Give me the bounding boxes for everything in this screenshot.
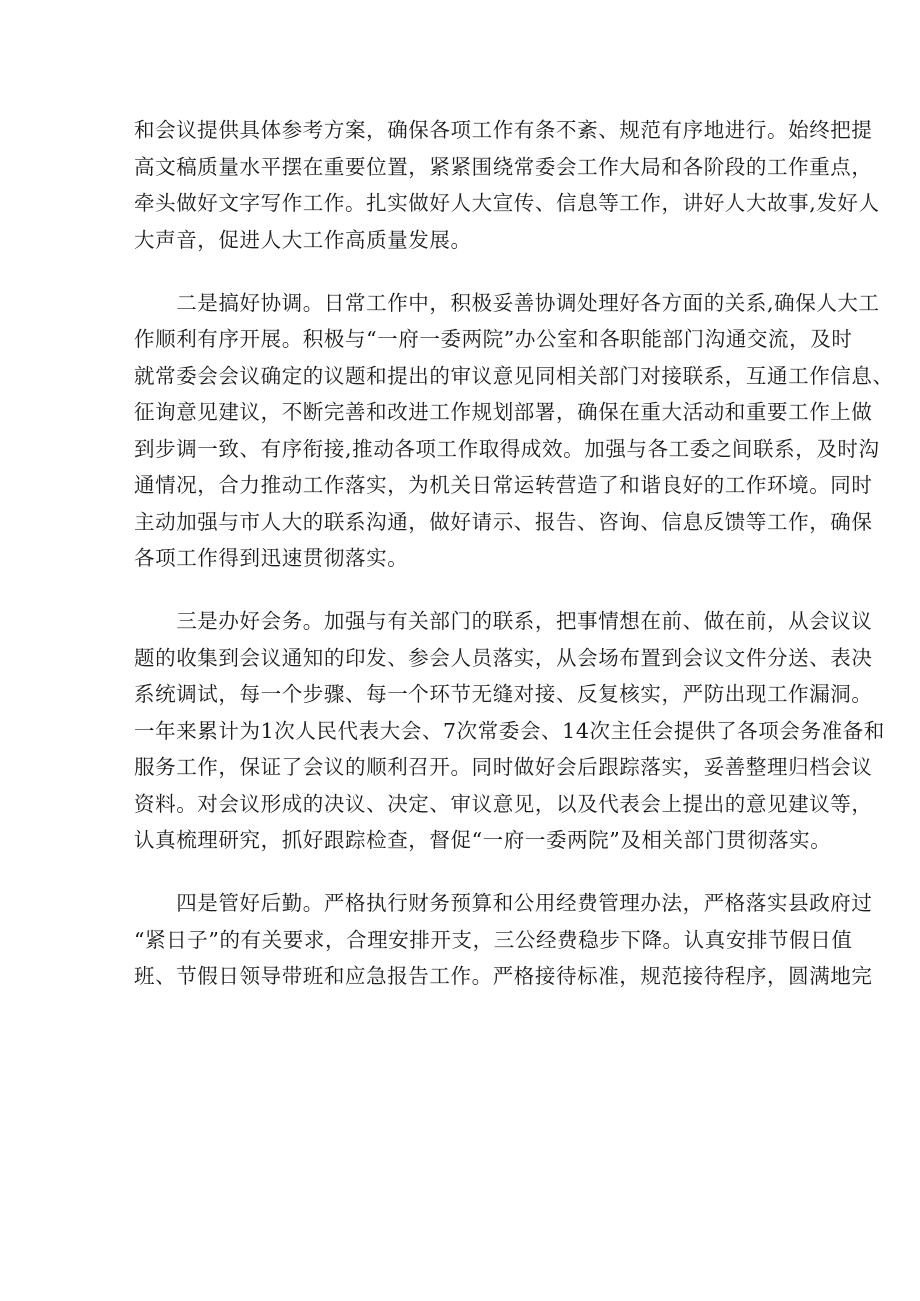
paragraph-line: “紧日子”的有关要求，合理安排开支，三公经费稳步下降。认真安排节假日值 xyxy=(134,927,853,952)
paragraph-line: 大声音，促进人大工作高质量发展。 xyxy=(134,227,472,252)
paragraph-1 xyxy=(134,112,880,258)
paragraph-line: 主动加强与市人大的联系沟通，做好请示、报告、咨询、信息反馈等工作，确保 xyxy=(134,509,873,534)
paragraph-line: 资料。对会议形成的决议、决定、审议意见，以及代表会上提出的意见建议等， xyxy=(134,791,873,816)
paragraph-line: 到步调一致、有序衔接,推动各项工作取得成效。加强与各工委之间联系，及时沟 xyxy=(134,436,880,461)
document-body xyxy=(134,112,894,995)
paragraph-3 xyxy=(134,603,885,859)
paragraph-line: 一年来累计为1次人民代表大会、7次常委会、14次主任会提供了各项会务准备和 xyxy=(134,718,885,743)
paragraph-line: 三是办好会务。加强与有关部门的联系，把事情想在前、做在前，从会议议 xyxy=(134,609,873,633)
paragraph-line: 和会议提供具体参考方案，确保各项工作有条不紊、规范有序地进行。始终把提 xyxy=(134,118,873,142)
paragraph-4 xyxy=(134,885,873,995)
paragraph-line: 作顺利有序开展。积极与“一府一委两院”办公室和各职能部门沟通交流，及时 xyxy=(134,327,853,351)
paragraph-line: 服务工作，保证了会议的顺利召开。同时做好会后跟踪落实，妥善整理归档会议 xyxy=(134,755,873,779)
paragraph-line: 四是管好后勤。严格执行财务预算和公用经费管理办法，严格落实县政府过 xyxy=(134,891,873,915)
paragraph-line: 二是搞好协调。日常工作中，积极妥善协调处理好各方面的关系,确保人大工 xyxy=(134,290,880,315)
paragraph-line: 班、节假日领导带班和应急报告工作。严格接待标准，规范接待程序，圆满地完 xyxy=(134,964,873,988)
paragraph-line: 征询意见建议，不断完善和改进工作规划部署，确保在重大活动和重要工作上做 xyxy=(134,400,873,424)
paragraph-line: 就常委会会议确定的议题和提出的审议意见同相关部门对接联系，互通工作信息、 xyxy=(134,363,894,388)
paragraph-2 xyxy=(134,285,894,577)
paragraph-line: 系统调试，每一个步骤、每一个环节无缝对接、反复核实，严防出现工作漏洞。 xyxy=(134,682,873,706)
paragraph-line: 牵头做好文字写作工作。扎实做好人大宣传、信息等工作，讲好人大故事,发好人 xyxy=(134,191,880,215)
paragraph-line: 通情况，合力推动工作落实，为机关日常运转营造了和谐良好的工作环境。同时 xyxy=(134,473,873,497)
paragraph-line: 各项工作得到迅速贯彻落实。 xyxy=(134,546,409,570)
paragraph-line: 认真梳理研究，抓好跟踪检查，督促“一府一委两院”及相关部门贯彻落实。 xyxy=(134,828,832,852)
paragraph-line: 高文稿质量水平摆在重要位置，紧紧围绕常委会工作大局和各阶段的工作重点， xyxy=(134,154,873,179)
paragraph-line: 题的收集到会议通知的印发、参会人员落实，从会场布置到会议文件分送、表决 xyxy=(134,645,873,670)
